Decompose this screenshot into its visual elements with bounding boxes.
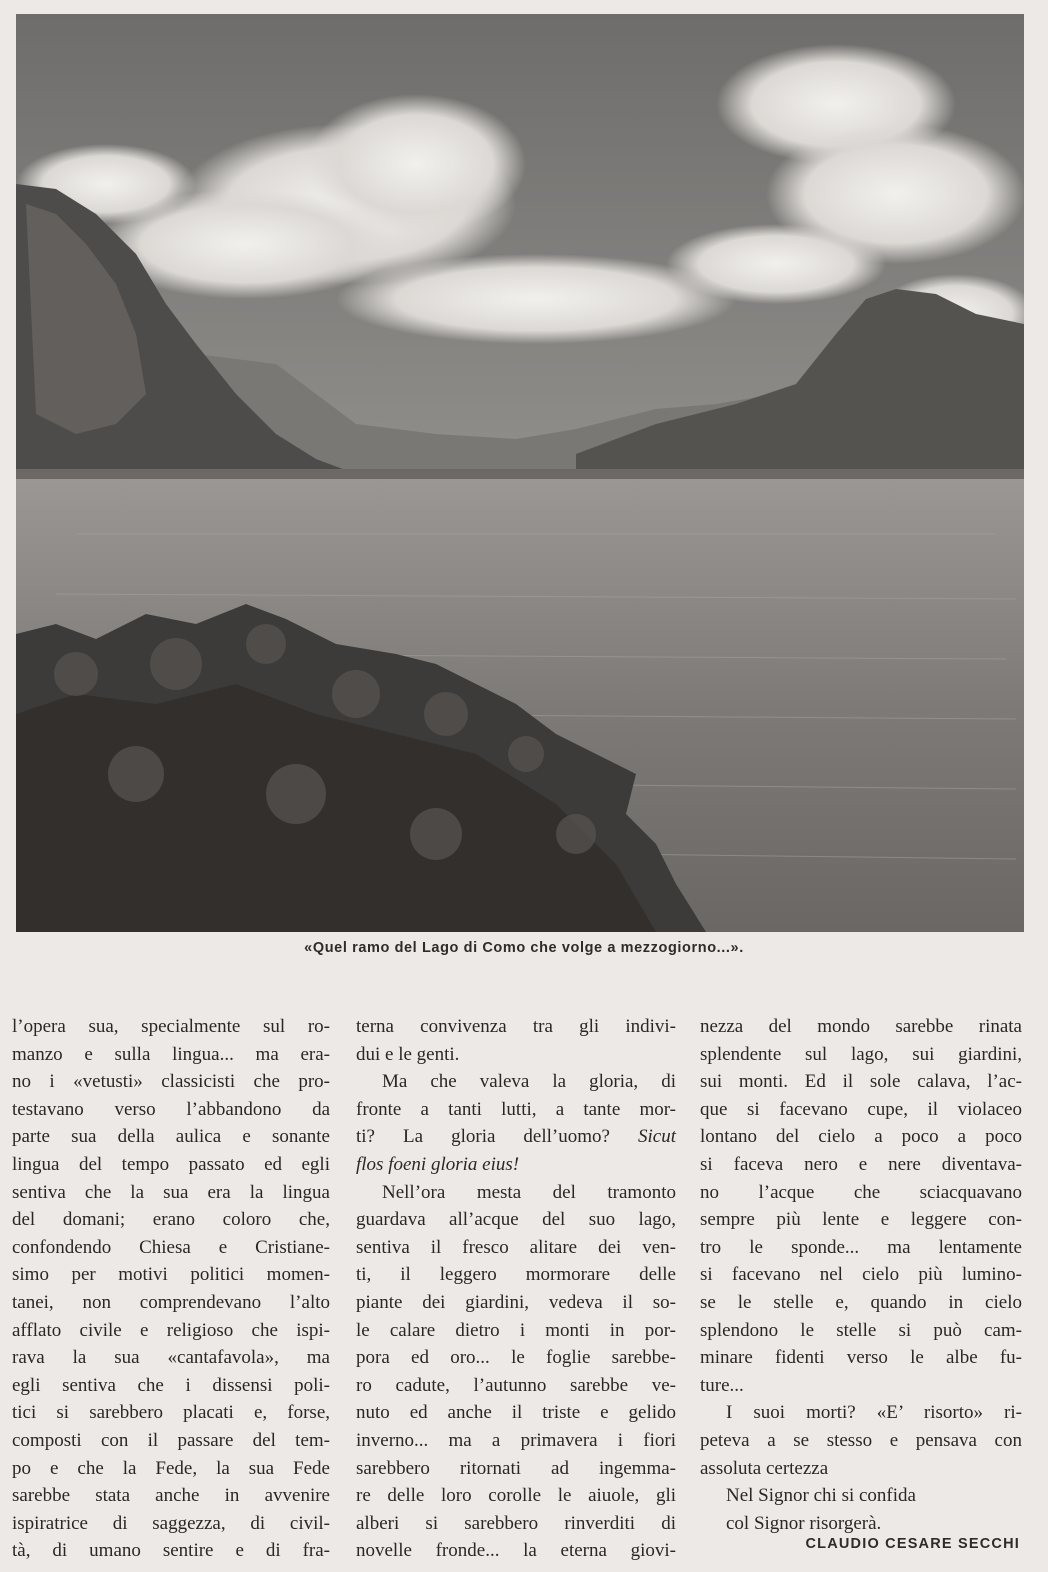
text-line: nezza del mondo sarebbe rinata xyxy=(700,1016,1022,1037)
text-line: testavano verso l’abbandono da xyxy=(12,1098,330,1120)
latin-quote: flos foeni gloria eius! xyxy=(356,1153,520,1175)
text-line: assoluta certezza xyxy=(700,1457,829,1479)
text-line: minare fidenti verso le albe fu- xyxy=(700,1347,1022,1369)
text-line: ti, il leggero mormorare delle xyxy=(356,1264,676,1286)
text-line: dui e le genti. xyxy=(356,1043,460,1065)
text-line: le calare dietro i monti in por- xyxy=(356,1319,676,1341)
text-line: composti con il passare del tem- xyxy=(12,1429,330,1451)
text-line: novelle fronde... la eterna giovi- xyxy=(356,1540,676,1562)
article-column-1 xyxy=(12,1013,330,1565)
text-line: sui monti. Ed il sole calava, l’ac- xyxy=(700,1071,1022,1093)
text-line: I suoi morti? «E’ risorto» ri- xyxy=(726,1402,1022,1424)
text-line: no i «vetusti» classicisti che pro- xyxy=(12,1071,330,1093)
author-signature: CLAUDIO CESARE SECCHI xyxy=(805,1536,1020,1552)
text-line: lontano del cielo a poco a poco xyxy=(700,1126,1022,1148)
text-fragment: ti? La gloria dell’uomo? xyxy=(356,1126,610,1148)
text-line: no l’acque che sciacquavano xyxy=(700,1181,1022,1203)
text-line: que si facevano cupe, il violaceo xyxy=(700,1098,1022,1120)
text-line: l’opera sua, specialmente sul ro- xyxy=(12,1016,330,1037)
lake-como-photo xyxy=(16,14,1024,932)
text-line: sentiva il fresco alitare dei ven- xyxy=(356,1236,676,1258)
text-line xyxy=(356,1123,676,1151)
text-line: po e che la Fede, la sua Fede xyxy=(12,1457,330,1479)
text-line: egli sentiva che i dissensi poli- xyxy=(12,1374,330,1396)
text-line: pora ed oro... le foglie sarebbe- xyxy=(356,1347,676,1369)
text-line: manzo e sulla lingua... ma era- xyxy=(12,1043,330,1065)
text-line: si faceva nero e nere diventava- xyxy=(700,1153,1022,1175)
text-line: Nell’ora mesta del tramonto xyxy=(382,1181,676,1203)
verse-line: Nel Signor chi si confida xyxy=(726,1485,916,1507)
text-line: ispiratrice di saggezza, di civil- xyxy=(12,1512,330,1534)
text-line: terna convivenza tra gli indivi- xyxy=(356,1016,676,1037)
text-line: afflato civile e religioso che ispi- xyxy=(12,1319,330,1341)
text-line: lingua del tempo passato ed egli xyxy=(12,1153,330,1175)
text-line: si facevano nel cielo più lumino- xyxy=(700,1264,1022,1286)
text-line: simo per motivi politici momen- xyxy=(12,1264,330,1286)
text-line: inverno... ma a primavera i fiori xyxy=(356,1429,676,1451)
article-column-2 xyxy=(356,1013,676,1565)
text-line: tanei, non comprendevano l’alto xyxy=(12,1291,330,1313)
text-line: confondendo Chiesa e Cristiane- xyxy=(12,1236,330,1258)
text-line: sarebbe stata anche in avvenire xyxy=(12,1485,330,1507)
text-line: alberi si sarebbero rinverditi di xyxy=(356,1512,676,1534)
text-line: guardava all’acque del suo lago, xyxy=(356,1209,676,1231)
text-line xyxy=(356,1151,676,1179)
text-line: ture... xyxy=(700,1374,744,1396)
text-line: re delle loro corolle le aiuole, gli xyxy=(356,1485,676,1507)
text-line: sarebbero ritornati ad ingemma- xyxy=(356,1457,676,1479)
text-line: peteva a se stesso e pensava con xyxy=(700,1429,1022,1451)
text-line: ro cadute, l’autunno sarebbe ve- xyxy=(356,1374,676,1396)
latin-quote: Sicut xyxy=(638,1126,676,1148)
text-line: tà, di umano sentire e di fra- xyxy=(12,1540,330,1562)
text-line: nuto ed anche il triste e gelido xyxy=(356,1402,676,1424)
text-line: sempre più lente e leggere con- xyxy=(700,1209,1022,1231)
text-line: se le stelle e, quando in cielo xyxy=(700,1291,1022,1313)
article-column-3 xyxy=(700,1013,1022,1537)
text-line: Ma che valeva la gloria, di xyxy=(382,1071,676,1093)
text-line: splendono le stelle si può cam- xyxy=(700,1319,1022,1341)
text-line: piante dei giardini, vedeva il so- xyxy=(356,1291,676,1313)
verse-line: col Signor risorgerà. xyxy=(726,1512,882,1534)
text-line: rava la sua «cantafavola», ma xyxy=(12,1347,330,1369)
text-line: fronte a tanti lutti, a tante mor- xyxy=(356,1098,676,1120)
text-line: tro le sponde... ma lentamente xyxy=(700,1236,1022,1258)
text-line: del domani; erano coloro che, xyxy=(12,1209,330,1231)
text-line: sentiva che la sua era la lingua xyxy=(12,1181,330,1203)
text-line: splendente sul lago, sui giardini, xyxy=(700,1043,1022,1065)
text-line: tici si sarebbero placati e, forse, xyxy=(12,1402,330,1424)
photo-caption: «Quel ramo del Lago di Como che volge a mezzogiorno...». xyxy=(304,940,744,956)
text-line: parte sua della aulica e sonante xyxy=(12,1126,330,1148)
